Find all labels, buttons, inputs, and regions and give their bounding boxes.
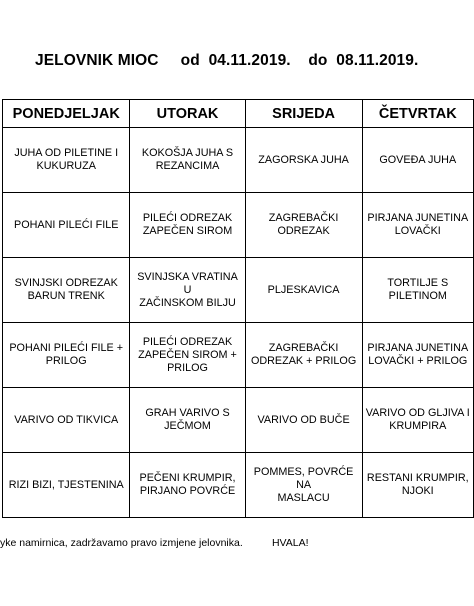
menu-cell: JUHA OD PILETINE I KUKURUZA bbox=[3, 128, 130, 193]
menu-cell: RESTANI KRUMPIR, NJOKI bbox=[362, 453, 473, 518]
menu-cell: ZAGREBAČKI ODREZAK + PRILOG bbox=[245, 323, 362, 388]
menu-cell: SVINJSKI ODREZAK BARUN TRENK bbox=[3, 258, 130, 323]
menu-cell: VARIVO OD TIKVICA bbox=[3, 388, 130, 453]
menu-cell: PILEĆI ODREZAK ZAPEČEN SIROM bbox=[130, 193, 245, 258]
menu-title: JELOVNIK MIOC od 04.11.2019. do 08.11.2019. bbox=[35, 52, 419, 69]
menu-cell: POHANI PILEĆI FILE bbox=[3, 193, 130, 258]
menu-cell: POHANI PILEĆI FILE + PRILOG bbox=[3, 323, 130, 388]
table-row bbox=[3, 323, 474, 388]
menu-cell: PIRJANA JUNETINA LOVAČKI bbox=[362, 193, 473, 258]
footnote bbox=[0, 537, 309, 549]
footnote-text: yke namirnica, zadržavamo pravo izmjene jelovnika. bbox=[0, 537, 243, 549]
day-header-tuesday: UTORAK bbox=[130, 100, 245, 128]
menu-cell: RIZI BIZI, TJESTENINA bbox=[3, 453, 130, 518]
table-row bbox=[3, 453, 474, 518]
menu-cell: PIRJANA JUNETINA LOVAČKI + PRILOG bbox=[362, 323, 473, 388]
menu-cell: KOKOŠJA JUHA S REZANCIMA bbox=[130, 128, 245, 193]
menu-cell: GOVEĐA JUHA bbox=[362, 128, 473, 193]
menu-cell: SVINJSKA VRATINA U ZAČINSKOM BILJU bbox=[130, 258, 245, 323]
menu-cell: VARIVO OD BUČE bbox=[245, 388, 362, 453]
menu-cell: GRAH VARIVO S JEČMOM bbox=[130, 388, 245, 453]
thanks-text: HVALA! bbox=[271, 537, 309, 549]
table-row bbox=[3, 193, 474, 258]
day-header-monday: PONEDJELJAK bbox=[3, 100, 130, 128]
menu-cell: PLJESKAVICA bbox=[245, 258, 362, 323]
menu-table bbox=[2, 99, 474, 518]
table-row bbox=[3, 258, 474, 323]
menu-cell: ZAGREBAČKI ODREZAK bbox=[245, 193, 362, 258]
menu-cell: ZAGORSKA JUHA bbox=[245, 128, 362, 193]
header-row bbox=[3, 100, 474, 128]
day-header-thursday: ČETVRTAK bbox=[362, 100, 473, 128]
day-header-wednesday: SRIJEDA bbox=[245, 100, 362, 128]
menu-cell: VARIVO OD GLJIVA I KRUMPIRA bbox=[362, 388, 473, 453]
menu-cell: TORTILJE S PILETINOM bbox=[362, 258, 473, 323]
menu-cell: PILEĆI ODREZAK ZAPEČEN SIROM + PRILOG bbox=[130, 323, 245, 388]
table-row bbox=[3, 388, 474, 453]
table-row bbox=[3, 128, 474, 193]
menu-cell: POMMES, POVRĆE NA MASLACU bbox=[245, 453, 362, 518]
menu-cell: PEČENI KRUMPIR, PIRJANO POVRĆE bbox=[130, 453, 245, 518]
